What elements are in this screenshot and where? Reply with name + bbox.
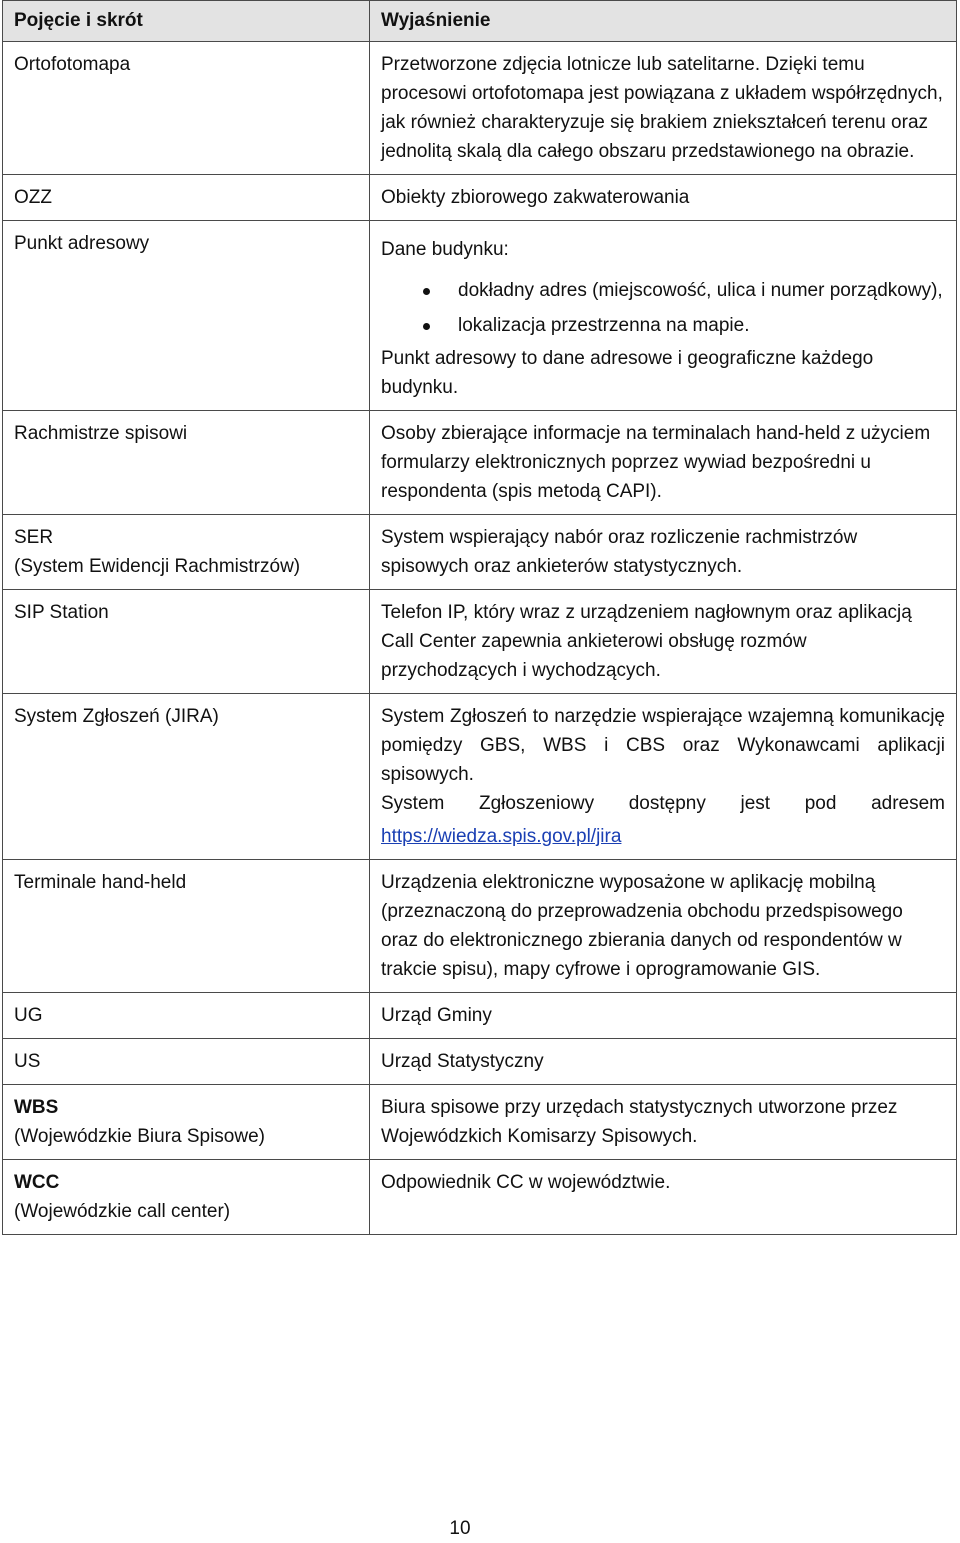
term-cell: OZZ [3,175,370,221]
explanation-cell: Telefon IP, który wraz z urządzeniem nagłownym oraz aplikacją Call Center zapewnia ankieterowi obsługę rozmów przychodzących i wychodzących. [370,590,957,694]
term-cell: SIP Station [3,590,370,694]
explanation-cell: Biura spisowe przy urzędach statystycznych utworzone przez Wojewódzkich Komisarzy Spisowych. [370,1085,957,1160]
explanation-cell: Urządzenia elektroniczne wyposażone w aplikację mobilną (przeznaczoną do przeprowadzenia obchodu przedspisowego oraz do elektronicznego zbierania danych od respondentów w trakcie spisu), mapy cyfrowe i oprogramowanie GIS. [370,860,957,993]
table-row [3,42,957,175]
term-abbreviation: WCC [14,1172,60,1193]
jira-link[interactable]: https://wiedza.spis.gov.pl/jira [381,826,622,847]
term-cell: UG [3,993,370,1039]
table-header-row [3,1,957,42]
explanation-text-2: System Zgłoszeniowy dostępny jest pod adresem [381,793,945,814]
term-abbreviation: SER [14,527,54,548]
table-row [3,1039,957,1085]
table-row [3,1160,957,1235]
term-full-name: (Wojewódzkie call center) [14,1201,231,1222]
explanation-intro: Dane budynku: [381,239,509,260]
explanation-cell: Osoby zbierające informacje na terminalach hand-held z użyciem formularzy elektronicznych poprzez wywiad bezpośredni u respondenta (spis metodą CAPI). [370,411,957,515]
table-row [3,515,957,590]
list-item: dokładny adres (miejscowość, ulica i numer porządkowy), [381,276,945,305]
table-row [3,221,957,411]
explanation-cell: System wspierający nabór oraz rozliczenie rachmistrzów spisowych oraz ankieterów statystycznych. [370,515,957,590]
page-number: 10 [449,1518,471,1539]
term-full-name: (Wojewódzkie Biura Spisowe) [14,1126,265,1147]
table-row [3,694,957,860]
table-row [3,590,957,694]
term-cell: System Zgłoszeń (JIRA) [3,694,370,860]
table-row [3,860,957,993]
term-full-name: (System Ewidencji Rachmistrzów) [14,556,301,577]
explanation-text: System Zgłoszeń to narzędzie wspierające wzajemną komunikację pomiędzy GBS, WBS i CBS oraz Wykonawcami aplikacji spisowych. [381,706,945,785]
header-explanation: Wyjaśnienie [370,1,957,42]
table-row [3,175,957,221]
term-abbreviation: WBS [14,1097,59,1118]
list-item: lokalizacja przestrzenna na mapie. [381,311,945,340]
term-cell [3,515,370,590]
table-row [3,993,957,1039]
link-line [381,822,945,851]
header-term: Pojęcie i skrót [3,1,370,42]
explanation-outro: Punkt adresowy to dane adresowe i geograficzne każdego budynku. [381,348,874,398]
explanation-cell: Urząd Gminy [370,993,957,1039]
term-cell [3,1085,370,1160]
term-cell: Rachmistrze spisowi [3,411,370,515]
term-cell: Terminale hand-held [3,860,370,993]
explanation-cell: Obiekty zbiorowego zakwaterowania [370,175,957,221]
bullet-list [381,276,945,340]
term-cell [3,1160,370,1235]
explanation-cell [370,221,957,411]
table-row [3,1085,957,1160]
glossary-table [2,0,957,1235]
explanation-cell: Urząd Statystyczny [370,1039,957,1085]
term-cell: Ortofotomapa [3,42,370,175]
table-row [3,411,957,515]
term-cell: Punkt adresowy [3,221,370,411]
explanation-cell: Odpowiednik CC w województwie. [370,1160,957,1235]
explanation-cell: Przetworzone zdjęcia lotnicze lub satelitarne. Dzięki temu procesowi ortofotomapa jest powiązana z układem współrzędnych, jak również charakteryzuje się brakiem zniekształceń terenu oraz jednolitą skalą dla całego obszaru przedstawionego na obrazie. [370,42,957,175]
term-cell: US [3,1039,370,1085]
explanation-cell [370,694,957,860]
